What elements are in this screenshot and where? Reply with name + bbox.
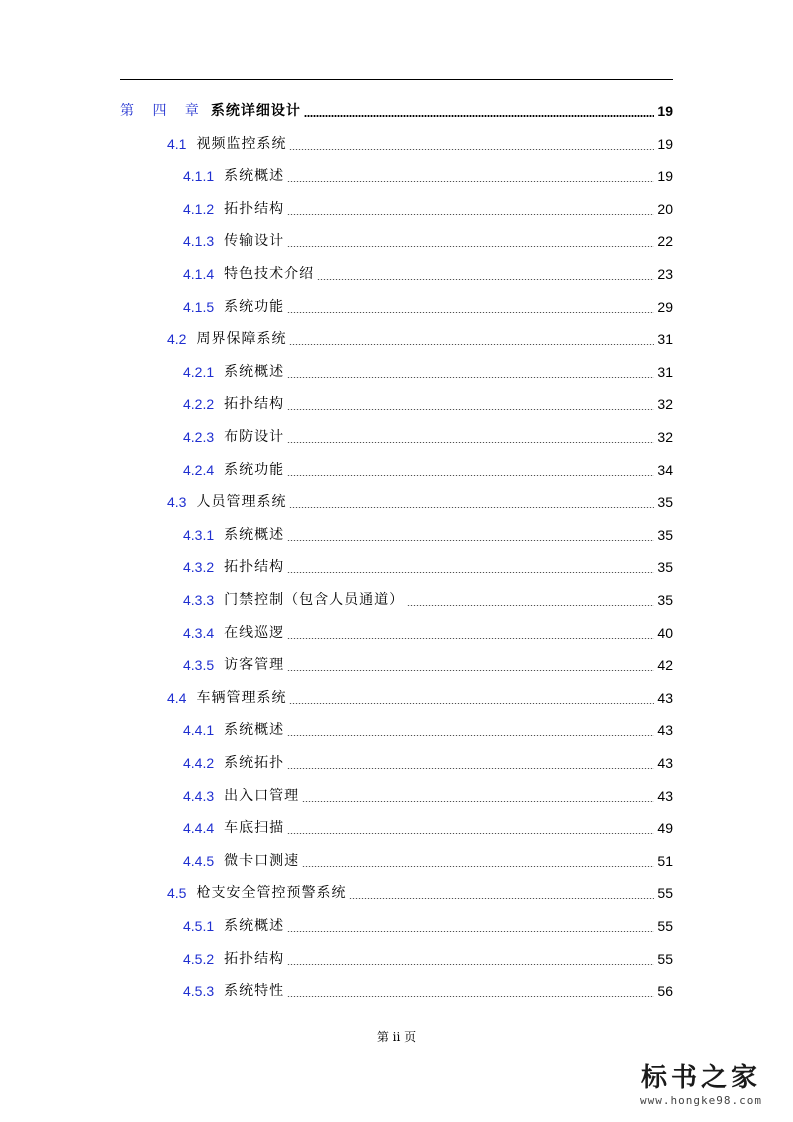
toc-dot-leader (287, 394, 654, 414)
toc-entry-page: 51 (657, 853, 673, 869)
toc-entry[interactable] (183, 199, 673, 219)
toc-entry-page: 31 (657, 331, 673, 347)
toc-dot-leader (289, 329, 654, 349)
toc-entry-title: 特色技术介绍 (224, 266, 315, 282)
toc-entry-page: 35 (657, 559, 673, 575)
toc-dot-leader (287, 166, 654, 186)
toc-entry[interactable] (183, 427, 673, 447)
toc-entry-title: 系统详细设计 (210, 103, 301, 119)
toc-entry-page: 19 (657, 168, 673, 184)
toc-entry-page: 19 (657, 103, 673, 119)
toc-entry[interactable] (183, 460, 673, 480)
toc-entry[interactable] (167, 134, 673, 154)
toc-entry-page: 43 (657, 788, 673, 804)
toc-dot-leader (287, 557, 654, 577)
toc-entry-page: 43 (657, 755, 673, 771)
toc-entry-number: 4.1.5 (183, 299, 215, 315)
toc-entry-title: 车辆管理系统 (196, 690, 287, 706)
toc-entry-number: 4.3.1 (183, 527, 215, 543)
toc-entry-page: 35 (657, 592, 673, 608)
toc-dot-leader (287, 231, 654, 251)
toc-dot-leader (349, 883, 654, 903)
toc-entry-page: 23 (657, 266, 673, 282)
toc-dot-leader (287, 297, 654, 317)
toc-entry-page: 43 (657, 722, 673, 738)
toc-entry-title: 系统概述 (224, 527, 285, 543)
toc-entry-title: 系统概述 (224, 722, 285, 738)
toc-entry-page: 43 (657, 690, 673, 706)
toc-dot-leader (287, 916, 654, 936)
toc-entry-number: 4.2.4 (183, 462, 215, 478)
toc-entry-number: 4.2.1 (183, 364, 215, 380)
toc-entry-title: 系统拓扑 (224, 755, 285, 771)
toc-entry-page: 55 (657, 951, 673, 967)
toc-entry-title: 访客管理 (224, 657, 285, 673)
toc-entry[interactable] (183, 297, 673, 317)
toc-entry-page: 56 (657, 983, 673, 999)
toc-dot-leader (287, 460, 654, 480)
toc-entry-number: 4.1.4 (183, 266, 215, 282)
page-footer: 第 ii 页 (376, 1030, 417, 1044)
toc-entry-number: 4.3.2 (183, 559, 215, 575)
toc-entry[interactable] (183, 590, 673, 610)
toc-entry-number: 4.4.1 (183, 722, 215, 738)
toc-entry-number: 4.2.3 (183, 429, 215, 445)
toc-entry[interactable] (167, 883, 673, 903)
toc-dot-leader (287, 818, 654, 838)
toc-entry[interactable] (167, 492, 673, 512)
watermark (621, 1062, 781, 1108)
toc-entry-title: 出入口管理 (224, 788, 300, 804)
toc-dot-leader (287, 753, 654, 773)
toc-entry-title: 车底扫描 (224, 820, 285, 836)
toc-entry-title: 枪支安全管控预警系统 (196, 885, 347, 901)
toc-entry-title: 布防设计 (224, 429, 285, 445)
toc-entry-number: 4.5.1 (183, 918, 215, 934)
toc-entry-page: 32 (657, 429, 673, 445)
toc-entry-page: 55 (657, 918, 673, 934)
toc-entry-number: 4.1 (167, 136, 187, 152)
toc-entry-number: 4.3.5 (183, 657, 215, 673)
toc-entry-page: 35 (657, 527, 673, 543)
toc-entry-number: 4.4.5 (183, 853, 215, 869)
toc-dot-leader (287, 720, 654, 740)
toc-dot-leader (287, 525, 654, 545)
toc-entry[interactable] (183, 231, 673, 251)
toc-entry-number: 4.1.1 (183, 168, 215, 184)
watermark-logo: 标书之家 (640, 1063, 761, 1093)
toc-entry-number: 4.4.2 (183, 755, 215, 771)
toc-entry-page: 31 (657, 364, 673, 380)
toc-entry-title: 人员管理系统 (196, 494, 287, 510)
toc-dot-leader (287, 199, 654, 219)
toc-entry-title: 拓扑结构 (224, 396, 285, 412)
toc-entry-number: 4.3 (167, 494, 187, 510)
toc-entry-title: 微卡口测速 (224, 853, 300, 869)
toc-entry[interactable] (183, 786, 673, 806)
toc-entry-title: 在线巡逻 (224, 625, 285, 641)
toc-entry[interactable] (120, 101, 673, 121)
toc-entry[interactable] (183, 557, 673, 577)
toc-entry[interactable] (183, 264, 673, 284)
toc-dot-leader (287, 949, 654, 969)
toc-entry[interactable] (183, 851, 673, 871)
toc-dot-leader (317, 264, 654, 284)
toc-entry-page: 19 (657, 136, 673, 152)
toc-entry-title: 系统概述 (224, 168, 285, 184)
toc-entry-title: 拓扑结构 (224, 951, 285, 967)
toc-entry-page: 42 (657, 657, 673, 673)
toc-entry-title: 周界保障系统 (196, 331, 287, 347)
toc-entry-number: 4.4 (167, 690, 187, 706)
toc-entry[interactable] (167, 688, 673, 708)
toc-entry-number: 4.1.3 (183, 233, 215, 249)
toc-entry[interactable] (167, 329, 673, 349)
toc-entry-title: 系统功能 (224, 299, 285, 315)
toc-entry-page: 29 (657, 299, 673, 315)
toc-entry-number: 4.1.2 (183, 201, 215, 217)
toc-entry-number: 4.2.2 (183, 396, 215, 412)
toc-entry-number: 4.3.3 (183, 592, 215, 608)
toc-entry-page: 35 (657, 494, 673, 510)
toc-entry-number: 4.5.3 (183, 983, 215, 999)
toc-entry-number: 4.4.4 (183, 820, 215, 836)
toc-entry-title: 视频监控系统 (196, 136, 287, 152)
toc-entry[interactable] (183, 981, 673, 1001)
toc-entry-title: 拓扑结构 (224, 201, 285, 217)
header-rule (120, 79, 673, 80)
toc-entry-number: 第 四 章 (120, 103, 206, 119)
toc-entry-title: 系统功能 (224, 462, 285, 478)
toc-dot-leader (289, 688, 654, 708)
toc-entry[interactable] (183, 394, 673, 414)
toc-dot-leader (302, 786, 654, 806)
toc-entry[interactable] (183, 753, 673, 773)
toc-entry[interactable] (183, 949, 673, 969)
toc-entry[interactable] (183, 720, 673, 740)
toc-entry-title: 系统特性 (224, 983, 285, 999)
toc-entry-title: 系统概述 (224, 918, 285, 934)
toc-dot-leader (302, 851, 654, 871)
toc-entry-page: 34 (657, 462, 673, 478)
toc-dot-leader (289, 492, 654, 512)
toc-dot-leader (287, 981, 654, 1001)
toc-entry-page: 40 (657, 625, 673, 641)
toc-entry-title: 拓扑结构 (224, 559, 285, 575)
toc-entry-page: 22 (657, 233, 673, 249)
toc-entry[interactable] (183, 362, 673, 382)
toc-dot-leader (407, 590, 654, 610)
toc-entry-title: 传输设计 (224, 233, 285, 249)
toc-dot-leader (289, 134, 654, 154)
toc-entry-number: 4.3.4 (183, 625, 215, 641)
toc-dot-leader (287, 623, 654, 643)
toc-entry[interactable] (183, 818, 673, 838)
toc-entry-page: 32 (657, 396, 673, 412)
toc-dot-leader (287, 655, 654, 675)
toc-entry[interactable] (183, 525, 673, 545)
toc-entry-title: 门禁控制（包含人员通道） (224, 592, 405, 608)
toc-entry-page: 20 (657, 201, 673, 217)
toc-entry[interactable] (183, 623, 673, 643)
toc-dot-leader (304, 101, 655, 121)
toc-entry-number: 4.5 (167, 885, 187, 901)
toc-entry[interactable] (183, 166, 673, 186)
toc-dot-leader (287, 362, 654, 382)
watermark-url: www.hongke98.com (640, 1094, 762, 1107)
toc-entry-title: 系统概述 (224, 364, 285, 380)
toc-entry-number: 4.2 (167, 331, 187, 347)
toc-entry-number: 4.5.2 (183, 951, 215, 967)
toc-dot-leader (287, 427, 654, 447)
toc-entry[interactable] (183, 655, 673, 675)
toc-entry-page: 55 (657, 885, 673, 901)
toc-entry-number: 4.4.3 (183, 788, 215, 804)
toc-entry-page: 49 (657, 820, 673, 836)
toc-entry[interactable] (183, 916, 673, 936)
